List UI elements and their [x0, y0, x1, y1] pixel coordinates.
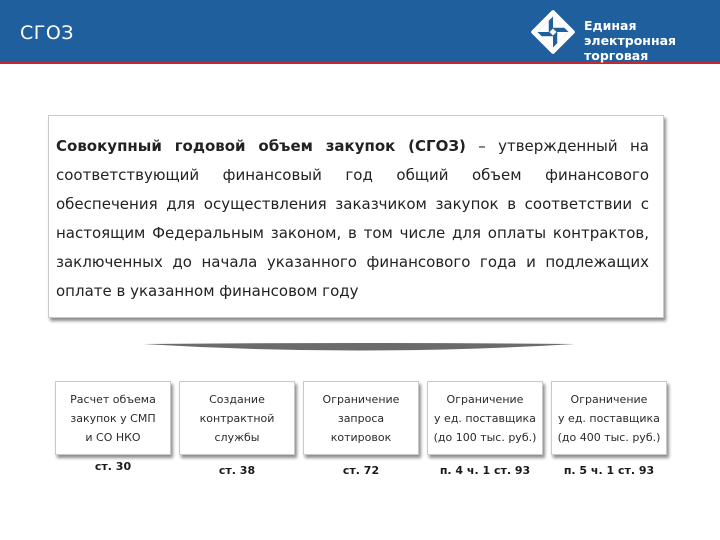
card-line: у ед. поставщика: [434, 411, 536, 425]
divider-lens: [143, 343, 575, 353]
article-label: ст. 38: [218, 464, 256, 477]
card-smp-volume: [55, 381, 171, 455]
card-line: Ограничение: [446, 392, 524, 406]
logo-text-line2: торговая площадка: [584, 48, 660, 78]
card-line: Расчет объема: [70, 392, 156, 406]
card-line: котировок: [330, 430, 392, 444]
definition-body: – утвержденный на соответствующий финансовый год общий объем финансового обеспечения для осуществления заказчиком закупок в соответствии с настоящим Федеральным законом, в том числе для оплаты контрактов, заключенных до начала указанного финансового года и подлежащих оплате в указанном финансовом году: [56, 137, 649, 300]
article-label: ст. 30: [94, 460, 132, 473]
definition-text: [56, 132, 649, 306]
card-line: службы: [214, 430, 260, 444]
card-line: контрактной: [199, 411, 275, 425]
card-line: (до 400 тыс. руб.): [557, 430, 661, 444]
card-quotation-limit: [303, 381, 419, 455]
card-line: (до 100 тыс. руб.): [433, 430, 537, 444]
card-line: у ед. поставщика: [558, 411, 660, 425]
article-label: п. 5 ч. 1 ст. 93: [563, 464, 655, 477]
card-line: Ограничение: [322, 392, 400, 406]
page-title: СГОЗ: [20, 22, 74, 44]
card-line: и СО НКО: [85, 430, 141, 444]
card-single-supplier-400: [551, 381, 667, 455]
definition-box: [48, 115, 664, 318]
logo-text-line1: Единая электронная: [584, 18, 677, 48]
logo-emblem-icon: [529, 8, 577, 56]
article-label: п. 4 ч. 1 ст. 93: [439, 464, 531, 477]
card-contract-service: [179, 381, 295, 455]
article-label: ст. 72: [342, 464, 380, 477]
card-line: закупок у СМП: [70, 411, 156, 425]
card-line: Создание: [209, 392, 265, 406]
definition-term: Совокупный годовой объем закупок (СГОЗ): [56, 137, 466, 155]
card-line: Ограничение: [570, 392, 648, 406]
card-single-supplier-100: [427, 381, 543, 455]
logo: [529, 6, 719, 78]
header-bar: [0, 0, 720, 78]
card-line: запроса: [337, 411, 385, 425]
